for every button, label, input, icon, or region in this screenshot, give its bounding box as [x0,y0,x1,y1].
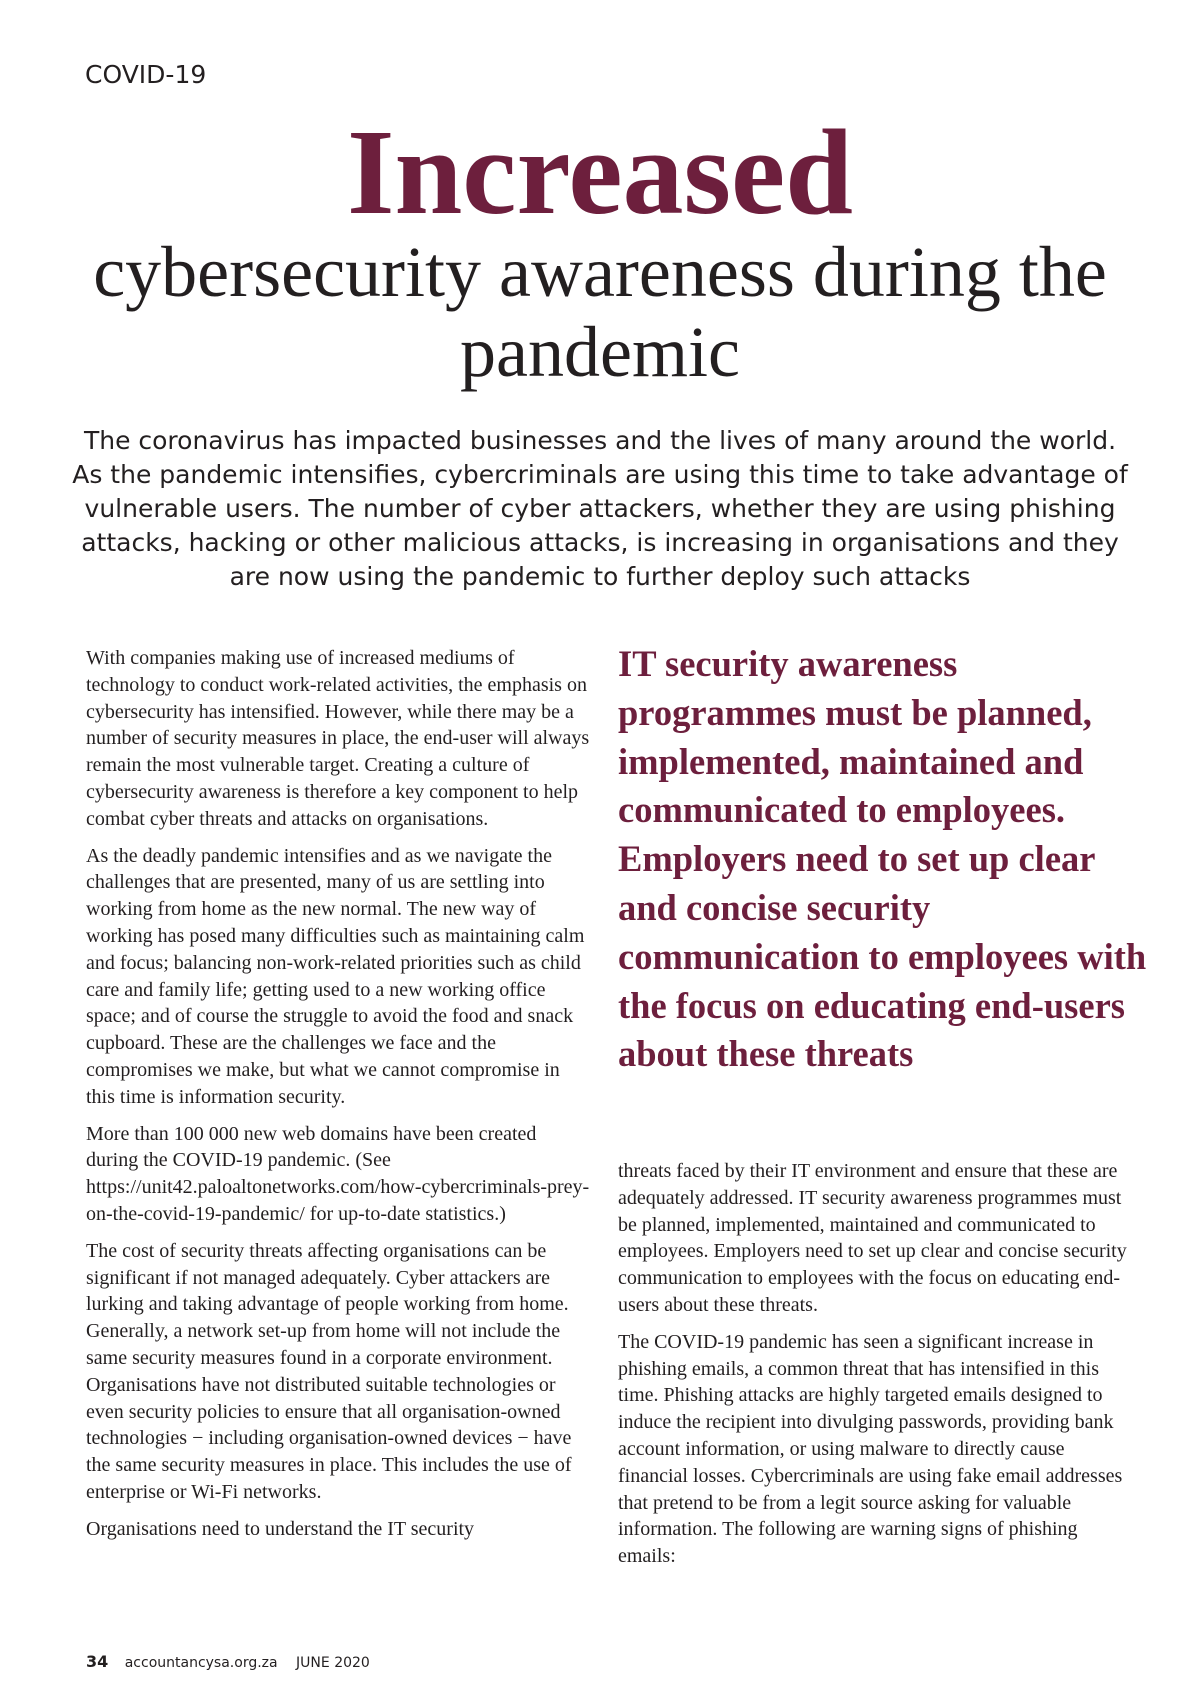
body-paragraph: The COVID-19 pandemic has seen a significant increase in phishing emails, a common threat that has intensified in this time. Phishing attacks are highly targeted emails designed to induce the recipient into divulging passwords, providing bank account information, or using malware to directly cause financial losses. Cybercriminals are using fake email addresses that pretend to be from a legit source asking for valuable information. The following are warning signs of phishing emails: [618,1330,1123,1568]
body-paragraph: Organisations need to understand the IT security [86,1517,475,1540]
section-label: COVID-19 [85,60,207,89]
page-footer [86,1652,370,1671]
footer-website: accountancysa.org.za [124,1655,278,1671]
body-column-left [86,645,592,1553]
body-paragraph: threats faced by their IT environment and ensure that these are adequately addressed. IT security awareness programmes must be planned, implemented, maintained and communicated to employees. Employers need to set up clear and concise security communication to employees with the focus on educating end-users about these threats. [618,1160,1127,1316]
body-paragraph: With companies making use of increased mediums of technology to conduct work-related activities, the emphasis on cybersecurity has intensified. However, while there may be a number of security measures in place, the end-user will always remain the most vulnerable target. Creating a culture of cybersecurity awareness is therefore a key component to help combat cyber threats and attacks on organisations. [86,647,590,830]
standfirst: The coronavirus has impacted businesses and the lives of many around the world. As the pandemic intensifies, cybercriminals are using this time to take advantage of vulnerable users. The number of cyber attackers, whether they are using phishing attacks, hacking or other malicious attacks, is increasing in organisations and they are now using the pandemic to further deploy such attacks [72,426,1128,591]
body-paragraph: As the deadly pandemic intensifies and as we navigate the challenges that are presented, many of us are settling into working from home as the new normal. The new way of working has posed many difficulties such as maintaining calm and focus; balancing non-work-related priorities such as child care and family life; getting used to a new working office space; and of course the struggle to avoid the food and snack cupboard. These are the challenges we face and the compromises we make, but what we cannot compromise in this time is information security. [86,844,585,1108]
pull-quote: IT security awareness programmes must be planned, implemented, maintained and communicated to employees. Employers need to set up clear and concise security communication to employees with the focus on educating end-users about these threats [618,643,1147,1075]
body-paragraph: More than 100 000 new web domains have been created during the COVID-19 pandemic. (See https://unit42.paloaltonetworks.com/how-cybercriminals-prey-on-the-covid-19-pandemic/ for up-to-date statistics.) [86,1122,590,1225]
page-number: 34 [86,1652,109,1671]
body-paragraph: The cost of security threats affecting organisations can be significant if not managed adequately. Cyber attackers are lurking and taking advantage of people working from home. Generally, a network set-up from home will not include the same security measures found in a corporate environment. Organisations have not distributed suitable technologies or even security policies to ensure that all organisation-owned technologies − including organisation-owned devices − have the same security measures in place. This includes the use of enterprise or Wi-Fi networks. [86,1239,572,1503]
body-column-right [618,1158,1138,1580]
footer-issue: JUNE 2020 [296,1655,370,1671]
headline-main: Increased [346,105,854,240]
headline-sub: cybersecurity awareness during the pandemic [93,232,1107,392]
